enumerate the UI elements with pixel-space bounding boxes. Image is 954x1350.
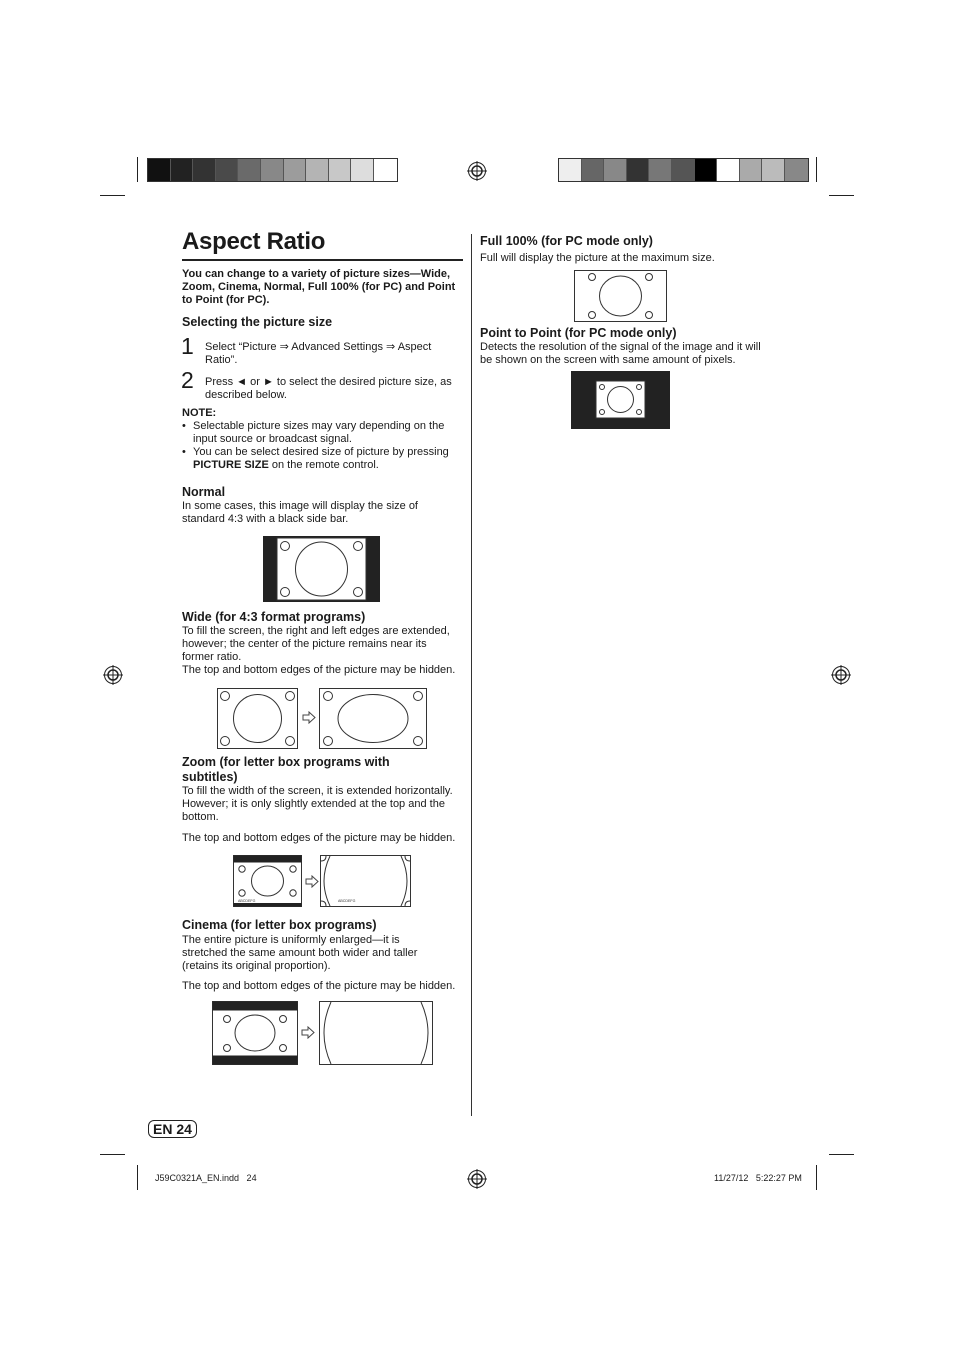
ptp-text: Detects the resolution of the signal of the image and it will be shown on the screen with same amount of pixels. bbox=[480, 341, 761, 366]
cinema-heading: Cinema (for letter box programs) bbox=[182, 918, 377, 932]
subtitle-sample: ABCDEFG bbox=[338, 899, 356, 903]
color-swatch bbox=[762, 159, 785, 181]
arrow-right-icon bbox=[302, 711, 316, 724]
crop-mark bbox=[816, 1165, 817, 1190]
step-number: 1 bbox=[181, 333, 194, 359]
normal-diagram bbox=[263, 536, 380, 602]
registration-mark-icon bbox=[467, 161, 487, 181]
color-swatch bbox=[672, 159, 695, 181]
color-swatch bbox=[740, 159, 763, 181]
color-swatch bbox=[582, 159, 605, 181]
step-text: Select “Picture ⇒ Advanced Settings ⇒ Aspect Ratio”. bbox=[205, 341, 432, 366]
color-bar-left bbox=[147, 158, 398, 182]
file-name: J59C0321A_EN.indd 24 bbox=[155, 1173, 257, 1183]
color-swatch bbox=[627, 159, 650, 181]
title-rule bbox=[182, 259, 463, 261]
selecting-heading: Selecting the picture size bbox=[182, 315, 333, 329]
color-swatch bbox=[238, 159, 261, 181]
note-list bbox=[182, 420, 464, 472]
color-swatch bbox=[351, 159, 374, 181]
zoom-diagram-after bbox=[320, 855, 411, 907]
color-swatch bbox=[216, 159, 239, 181]
intro-text: You can change to a variety of picture sizes—Wide, Zoom, Cinema, Normal, Full 100% (for PC) and Point to Point (for PC). bbox=[182, 268, 456, 306]
crop-mark bbox=[829, 195, 854, 196]
note-item: • Selectable picture sizes may vary depending on the input source or broadcast signal. bbox=[182, 420, 464, 446]
wide-diagram-before bbox=[217, 688, 298, 749]
arrow-right-icon bbox=[301, 1026, 315, 1039]
color-swatch bbox=[695, 159, 718, 181]
zoom-diagram-before bbox=[233, 855, 302, 907]
cinema-diagram-after bbox=[319, 1001, 433, 1065]
registration-mark-icon bbox=[103, 665, 123, 685]
cinema-text: The entire picture is uniformly enlarged—it is stretched the same amount both wider and taller (retains its original proportion). bbox=[182, 934, 418, 972]
full-text: Full will display the picture at the maximum size. bbox=[480, 252, 715, 264]
registration-mark-icon bbox=[467, 1169, 487, 1189]
registration-mark-icon bbox=[831, 665, 851, 685]
color-swatch bbox=[261, 159, 284, 181]
full-heading: Full 100% (for PC mode only) bbox=[480, 234, 653, 248]
step-number: 2 bbox=[181, 367, 194, 393]
normal-heading: Normal bbox=[182, 485, 226, 499]
color-swatch bbox=[717, 159, 740, 181]
crop-mark bbox=[829, 1154, 854, 1155]
color-swatch bbox=[284, 159, 307, 181]
step-text: Press ◄ or ► to select the desired picture size, as described below. bbox=[205, 376, 452, 401]
ptp-diagram bbox=[571, 371, 670, 429]
note-item: • You can be select desired size of picture by pressing PICTURE SIZE on the remote control. bbox=[182, 446, 464, 472]
crop-mark bbox=[137, 1165, 138, 1190]
column-divider bbox=[471, 234, 472, 1116]
color-swatch bbox=[306, 159, 329, 181]
subtitle-sample: ABCDEFG bbox=[238, 899, 256, 903]
color-swatch bbox=[604, 159, 627, 181]
crop-mark bbox=[816, 157, 817, 182]
cinema-note: The top and bottom edges of the picture may be hidden. bbox=[182, 980, 456, 992]
page-number-badge: EN 24 bbox=[148, 1120, 197, 1138]
color-swatch bbox=[374, 159, 397, 181]
wide-note: The top and bottom edges of the picture may be hidden. bbox=[182, 664, 456, 676]
normal-text: In some cases, this image will display the size of standard 4:3 with a black side bar. bbox=[182, 500, 418, 525]
color-swatch bbox=[171, 159, 194, 181]
arrow-right-icon bbox=[305, 875, 319, 888]
crop-mark bbox=[100, 1154, 125, 1155]
color-swatch bbox=[329, 159, 352, 181]
color-swatch bbox=[148, 159, 171, 181]
color-bar-right bbox=[558, 158, 809, 182]
full-diagram bbox=[574, 270, 667, 322]
print-timestamp: 11/27/12 5:22:27 PM bbox=[714, 1173, 802, 1183]
wide-diagram-after bbox=[319, 688, 427, 749]
zoom-text: To fill the width of the screen, it is extended horizontally. However; it is only slightly extended at the top and the bottom. bbox=[182, 785, 453, 823]
crop-mark bbox=[100, 195, 125, 196]
wide-heading: Wide (for 4:3 format programs) bbox=[182, 610, 366, 624]
cinema-diagram-before bbox=[212, 1001, 298, 1065]
zoom-heading: Zoom (for letter box programs with subtitles) bbox=[182, 755, 390, 784]
color-swatch bbox=[193, 159, 216, 181]
page-title: Aspect Ratio bbox=[182, 228, 326, 255]
note-label: NOTE: bbox=[182, 407, 217, 419]
color-swatch bbox=[785, 159, 808, 181]
color-swatch bbox=[649, 159, 672, 181]
color-swatch bbox=[559, 159, 582, 181]
ptp-heading: Point to Point (for PC mode only) bbox=[480, 326, 677, 340]
crop-mark bbox=[137, 157, 138, 182]
zoom-note: The top and bottom edges of the picture may be hidden. bbox=[182, 832, 456, 844]
wide-text: To fill the screen, the right and left edges are extended, however; the center of the picture remains near its former ratio. bbox=[182, 625, 450, 663]
